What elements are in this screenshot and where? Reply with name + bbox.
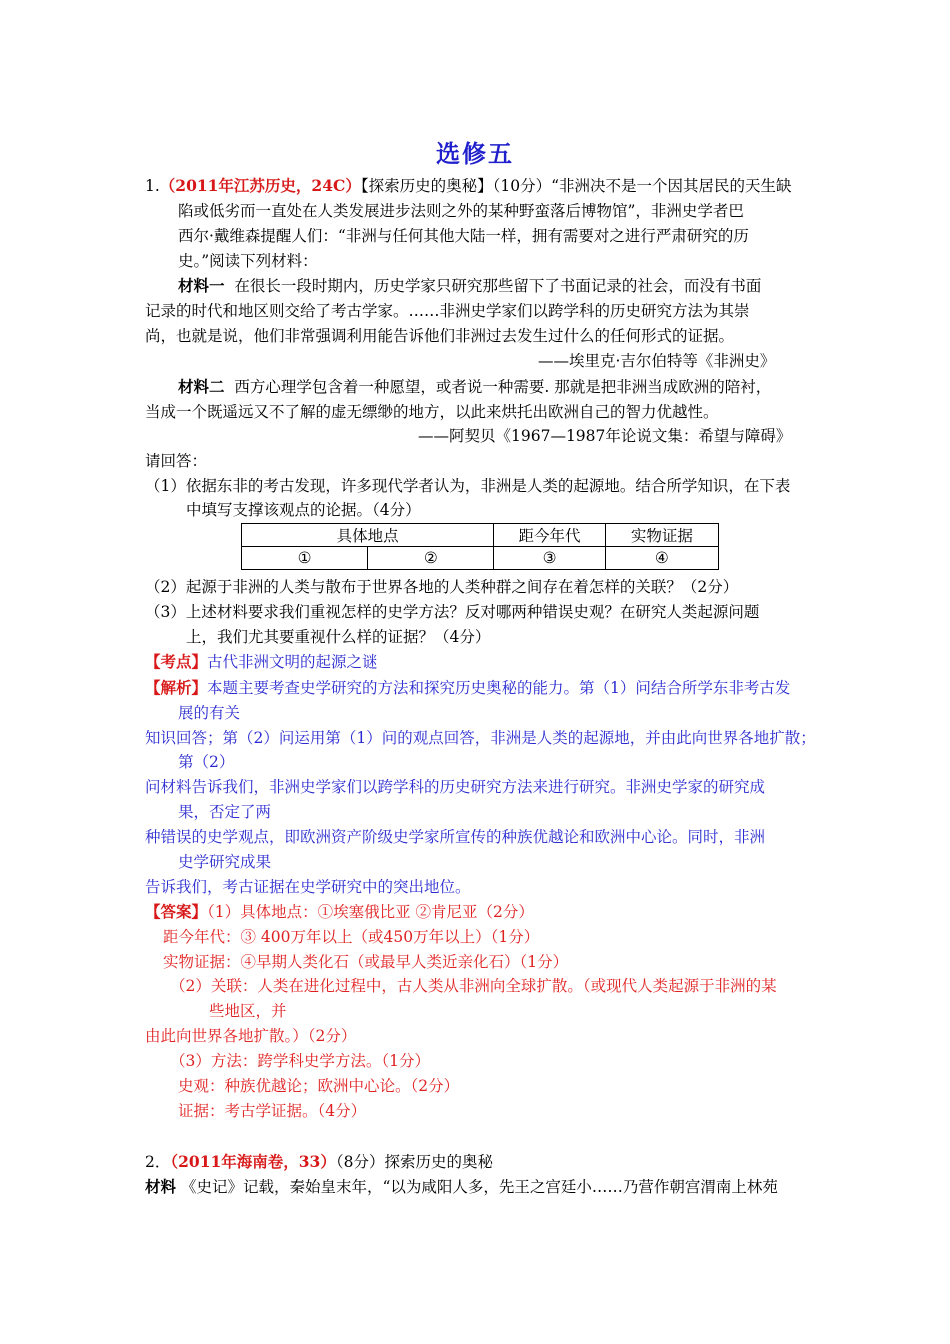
jiexi-label: 【解析】 [145, 678, 208, 697]
daan-line-3: 实物证据：④早期人类化石（或最早人类近亲化石）（1分） [163, 953, 569, 971]
jiexi-line-6: 果，否定了两 [178, 803, 272, 821]
material-2-line-1 [178, 377, 771, 397]
q1-stem-line-2: 陷或低劣而一直处在人类发展进步法则之外的某种野蛮落后博物馆”，非洲史学者巴 [178, 202, 744, 220]
q2-source: （2011年海南卷，33） [170, 1152, 336, 1171]
material-2-label: 材料二 [178, 377, 225, 396]
q1-stem-text: 【探索历史的奥秘】（10分）“非洲决不是一个因其居民的天生缺 [360, 177, 792, 195]
material-2-text: 西方心理学包含着一种愿望，或者说一种需要. 那就是把非洲当成欧洲的陪衬， [234, 378, 772, 396]
table-header-row [242, 524, 719, 547]
jiexi-line-1 [145, 678, 790, 698]
table-cell: ② [368, 547, 494, 570]
sub-question-3-line-2: 上，我们尤其要重视什么样的证据？（4分） [186, 628, 491, 646]
daan-line-1 [145, 902, 534, 922]
jiexi-line-8: 史学研究成果 [178, 853, 272, 871]
table-cell: ① [242, 547, 368, 570]
evidence-table [241, 523, 719, 570]
header-location: 具体地点 [242, 524, 494, 547]
q1-stem-line-3: 西尔·戴维森提醒人们：“非洲与任何其他大陆一样，拥有需要对之进行严肃研究的历 [178, 227, 749, 245]
header-evidence: 实物证据 [605, 524, 718, 547]
page-title: 选修五 [436, 139, 514, 168]
sub-question-1-line-1: （1）依据东非的考古发现，许多现代学者认为，非洲是人类的起源地。结合所学知识，在下表 [145, 477, 791, 495]
daan-line-6: 由此向世界各地扩散。）（2分） [145, 1027, 357, 1045]
daan-line-9: 证据：考古学证据。（4分） [178, 1102, 367, 1120]
kaodian [145, 652, 378, 672]
daan-line-5: 些地区，并 [209, 1002, 287, 1020]
daan-text: （1）具体地点：①埃塞俄比亚 ②肯尼亚（2分） [207, 903, 534, 921]
daan-line-2: 距今年代：③ 400万年以上（或450万年以上）（1分） [163, 928, 540, 946]
jiexi-line-7: 种错误的史学观点，即欧洲资产阶级史学家所宣传的种族优越论和欧洲中心论。同时，非洲 [145, 828, 766, 846]
ask-prompt: 请回答： [145, 452, 208, 470]
q2-material-text: 《史记》记载，秦始皇末年，“以为咸阳人多，先王之宫廷小……乃营作朝宫渭南上林苑 [180, 1178, 778, 1196]
material-2-line-2: 当成一个既遥远又不了解的虚无缥缈的地方，以此来烘托出欧洲自己的智力优越性。 [145, 403, 719, 421]
header-age: 距今年代 [494, 524, 605, 547]
jiexi-line-5: 问材料告诉我们，非洲史学家们以跨学科的历史研究方法来进行研究。非洲史学家的研究成 [145, 778, 766, 796]
q2-material [145, 1177, 778, 1197]
q2-material-label: 材料 [145, 1177, 177, 1196]
q1-stem-line-1 [145, 176, 792, 196]
table-cell: ④ [605, 547, 718, 570]
q1-number: 1. [145, 177, 160, 195]
daan-line-8: 史观：种族优越论；欧洲中心论。（2分） [178, 1077, 460, 1095]
daan-line-4: （2）关联：人类在进化过程中，古人类从非洲向全球扩散。（或现代人类起源于非洲的某 [170, 977, 777, 995]
material-2-source: ——阿契贝《1967—1987年论说文集：希望与障碍》 [418, 427, 792, 445]
q2-number: 2． [145, 1153, 171, 1171]
jiexi-line-3: 知识回答；第（2）问运用第（1）问的观点回答，非洲是人类的起源地，并由此向世界各地扩散； [145, 729, 816, 747]
material-1-label: 材料一 [178, 276, 225, 295]
jiexi-line-4: 第（2） [178, 753, 235, 771]
material-1-line-3: 尚，也就是说，他们非常强调利用能告诉他们非洲过去发生过什么的任何形式的证据。 [145, 327, 735, 345]
daan-line-7: （3）方法：跨学科史学方法。（1分） [170, 1052, 430, 1070]
q2-stem [145, 1152, 493, 1172]
sub-question-1-line-2: 中填写支撑该观点的论据。（4分） [186, 501, 421, 519]
table-cell: ③ [494, 547, 605, 570]
q2-stem-text: （8分）探索历史的奥秘 [335, 1153, 493, 1171]
table-row [242, 547, 719, 570]
sub-question-3-line-1: （3）上述材料要求我们重视怎样的史学方法？反对哪两种错误史观？在研究人类起源问题 [145, 603, 760, 621]
kaodian-text: 古代非洲文明的起源之谜 [207, 653, 378, 671]
q1-source: （2011年江苏历史，24C） [159, 176, 361, 195]
material-1-source: ——埃里克·吉尔伯特等《非洲史》 [538, 352, 776, 370]
material-1-text: 在很长一段时期内，历史学家只研究那些留下了书面记录的社会，而没有书面 [234, 277, 762, 295]
material-1-line-2: 记录的时代和地区则交给了考古学家。……非洲史学家们以跨学科的历史研究方法为其崇 [145, 302, 750, 320]
sub-question-2: （2）起源于非洲的人类与散布于世界各地的人类种群之间存在着怎样的关联？（2分） [145, 578, 739, 596]
kaodian-label: 【考点】 [145, 652, 208, 671]
daan-label: 【答案】 [145, 902, 208, 921]
jiexi-text: 本题主要考查史学研究的方法和探究历史奥秘的能力。第（1）问结合所学东非考古发 [207, 679, 791, 697]
material-1-line-1 [178, 276, 761, 296]
q1-stem-line-4: 史。”阅读下列材料： [178, 252, 318, 270]
jiexi-line-2: 展的有关 [178, 704, 241, 722]
jiexi-line-9: 告诉我们，考古证据在史学研究中的突出地位。 [145, 878, 471, 896]
